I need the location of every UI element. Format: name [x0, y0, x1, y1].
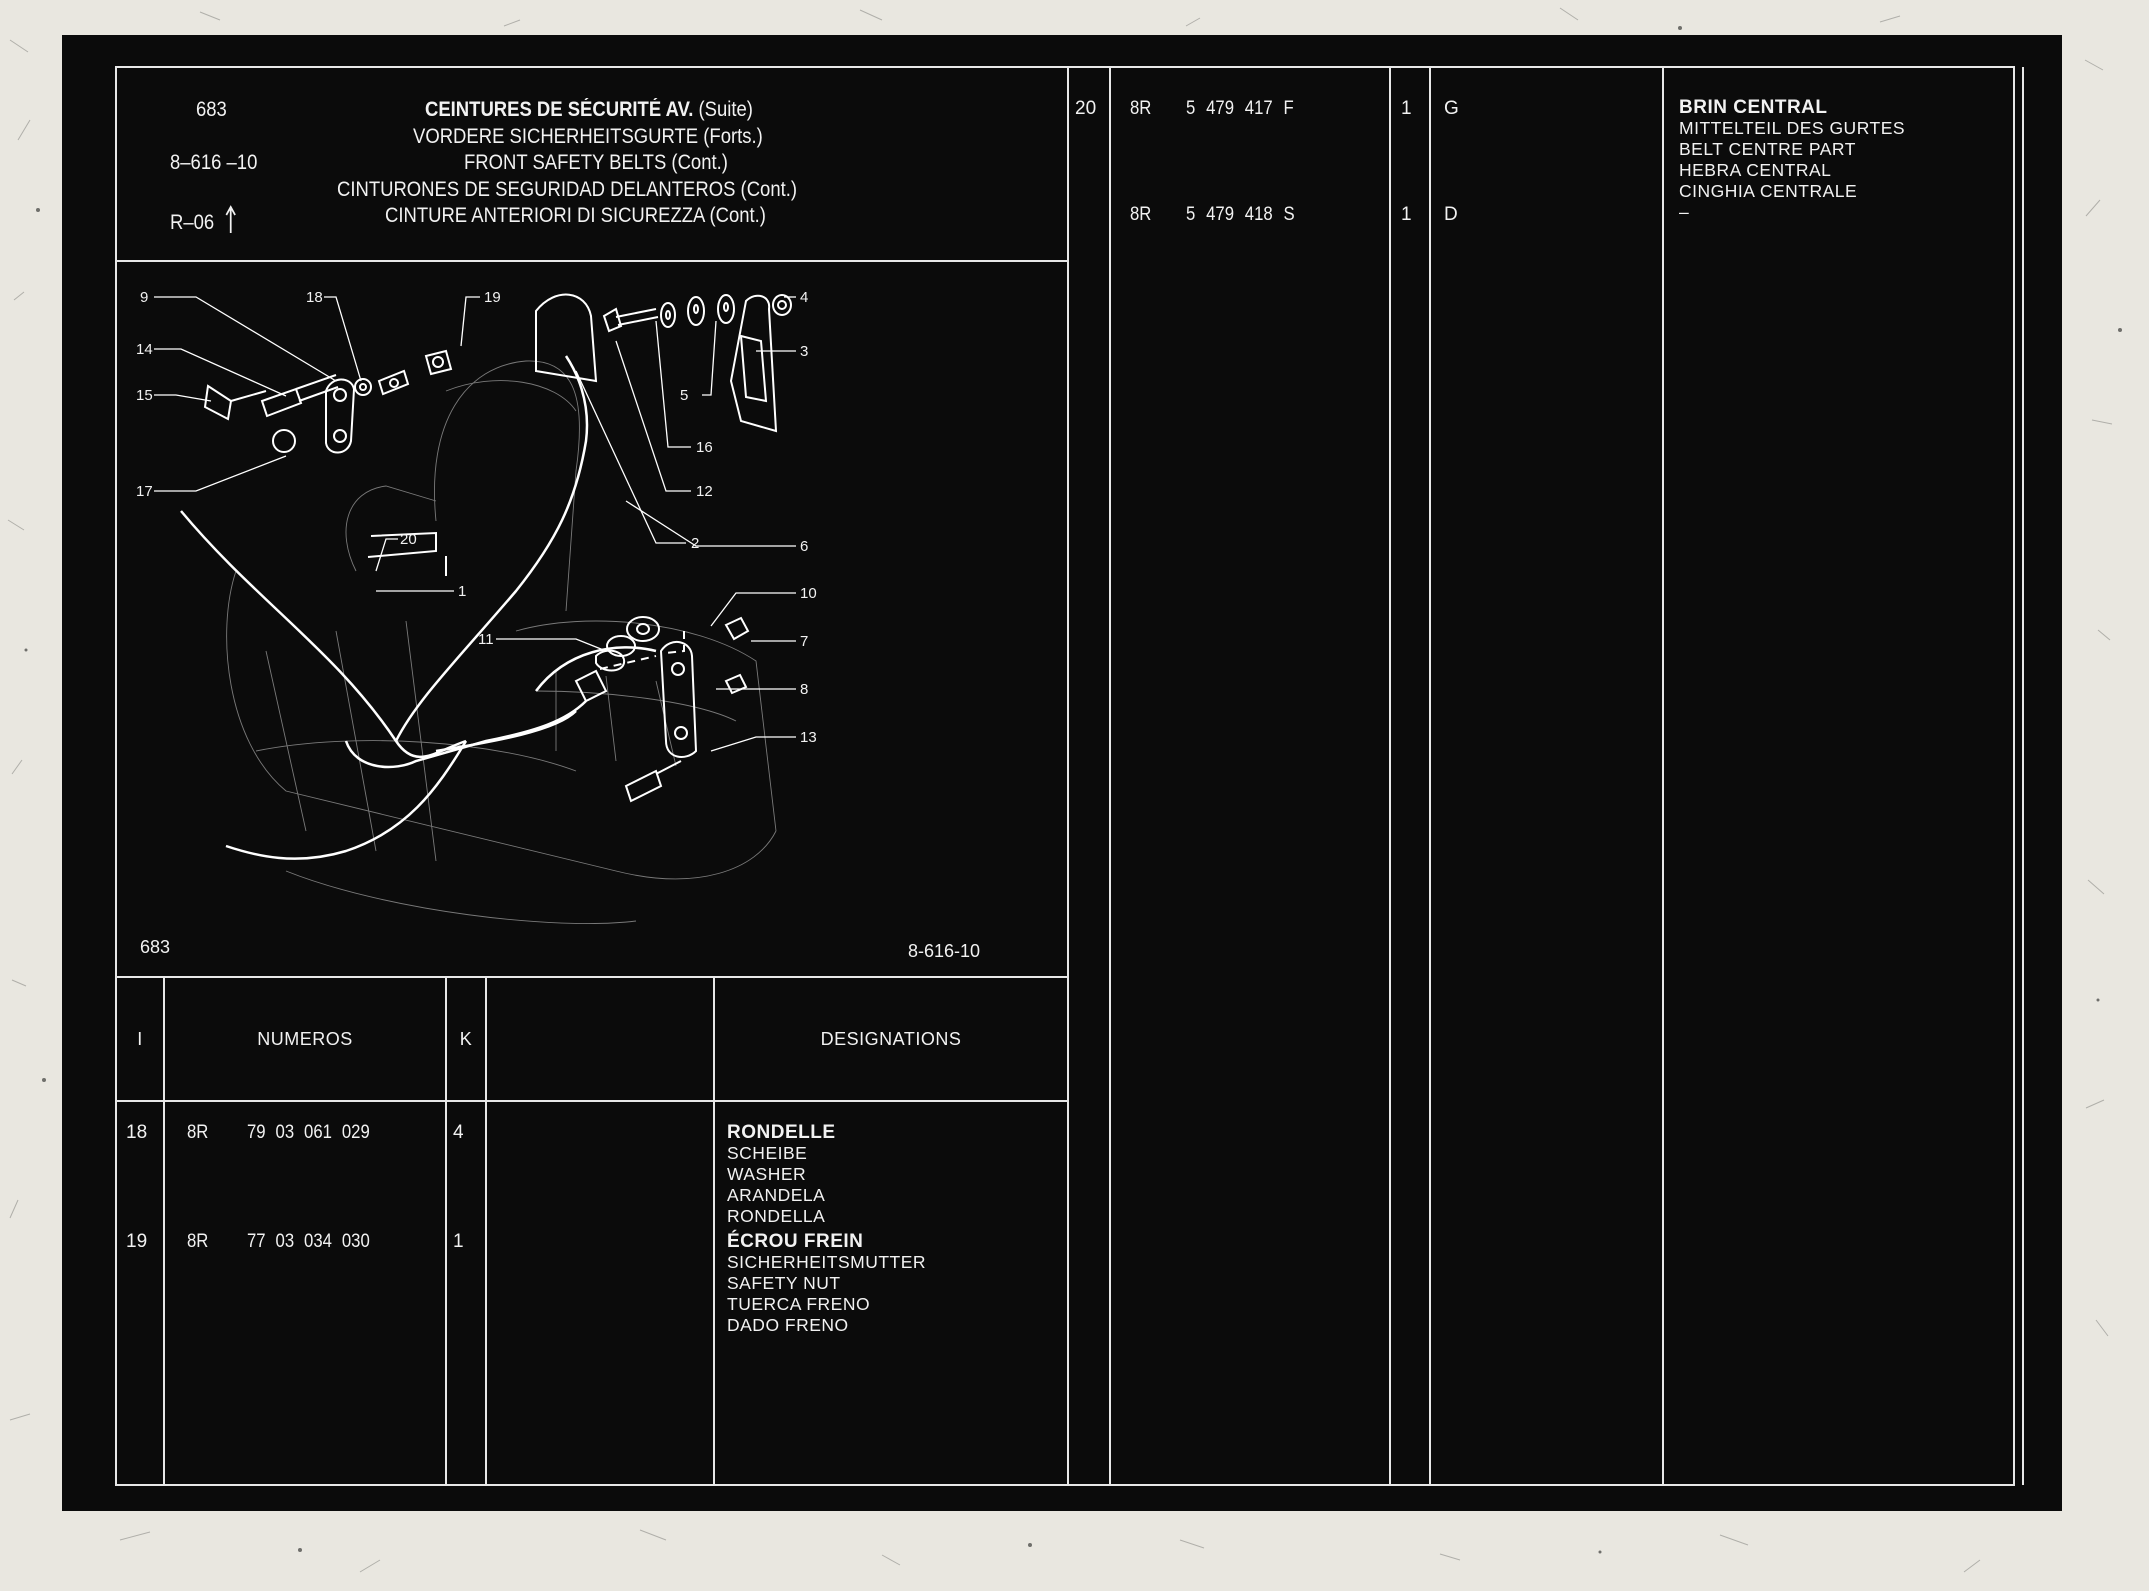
- title-italian: CINTURE ANTERIORI DI SICUREZZA (Cont.): [385, 204, 766, 227]
- column-header-numbers: NUMEROS: [257, 1029, 353, 1049]
- svg-text:2: 2: [691, 535, 700, 552]
- svg-text:5: 5: [680, 387, 689, 404]
- svg-text:11: 11: [478, 631, 494, 648]
- svg-text:1: 1: [458, 583, 467, 600]
- title-english: FRONT SAFETY BELTS (Cont.): [464, 151, 728, 174]
- row-18-number: 79 03 061 029: [247, 1122, 370, 1143]
- row-19-qty: 1: [453, 1231, 464, 1252]
- svg-text:20: 20: [400, 531, 417, 548]
- row-20-side: G: [1444, 98, 1459, 119]
- svg-text:14: 14: [136, 341, 153, 358]
- row-19-prefix: 8R: [187, 1231, 209, 1252]
- row-18-qty: 4: [453, 1122, 464, 1143]
- svg-text:10: 10: [800, 585, 817, 602]
- row-20b-side: D: [1444, 204, 1458, 225]
- diagram-caption-right: 8-616-10: [908, 941, 981, 961]
- row-20b-prefix: 8R: [1130, 204, 1152, 225]
- page-number: 683: [196, 98, 227, 121]
- svg-text:19: 19: [484, 289, 501, 306]
- svg-text:12: 12: [696, 483, 713, 500]
- row-19-designations: ÉCROU FREIN SICHERHEITSMUTTER SAFETY NUT TUERCA FRENO DADO FRENO: [727, 1231, 927, 1335]
- arrow-up-icon: [225, 205, 237, 235]
- svg-text:9: 9: [140, 289, 149, 306]
- title-german: VORDERE SICHERHEITSGURTE (Forts.): [413, 125, 763, 148]
- row-18-index: 18: [126, 1122, 148, 1143]
- row-20-number: 5 479 417 F: [1186, 98, 1294, 119]
- row-20-index: 20: [1075, 98, 1097, 119]
- svg-text:6: 6: [800, 538, 809, 555]
- exploded-diagram: [136, 271, 1058, 971]
- row-20-prefix: 8R: [1130, 98, 1152, 119]
- title-french: CEINTURES DE SÉCURITÉ AV. (Suite): [425, 98, 753, 121]
- svg-text:15: 15: [136, 387, 153, 404]
- svg-text:16: 16: [696, 439, 713, 456]
- svg-text:8: 8: [800, 681, 809, 698]
- row-19-number: 77 03 034 030: [247, 1231, 370, 1252]
- row-18-prefix: 8R: [187, 1122, 209, 1143]
- svg-text:18: 18: [306, 289, 323, 306]
- svg-text:7: 7: [800, 633, 809, 650]
- column-header-index: I: [137, 1029, 143, 1049]
- row-19-index: 19: [126, 1231, 148, 1252]
- row-20b-number: 5 479 418 S: [1186, 204, 1295, 225]
- row-20-designations: BRIN CENTRAL MITTELTEIL DES GURTES BELT CENTRE PART HEBRA CENTRAL CINGHIA CENTRALE –: [1679, 97, 1906, 222]
- svg-text:13: 13: [800, 729, 817, 746]
- parts-catalog-sheet: [62, 35, 2062, 1511]
- svg-text:3: 3: [800, 343, 809, 360]
- title-spanish: CINTURONES DE SEGURIDAD DELANTEROS (Cont.): [337, 178, 798, 201]
- row-18-designations: RONDELLE SCHEIBE WASHER ARANDELA RONDELLA: [727, 1122, 836, 1226]
- diagram-caption-left: 683: [140, 937, 171, 957]
- revision-code: R–06: [170, 205, 237, 235]
- svg-text:17: 17: [136, 483, 153, 500]
- reference-code: 8–616 –10: [170, 151, 258, 174]
- column-header-designations: DESIGNATIONS: [820, 1029, 962, 1049]
- column-header-qty: K: [459, 1029, 473, 1049]
- svg-text:4: 4: [800, 289, 809, 306]
- row-20b-qty: 1: [1401, 204, 1412, 225]
- row-20-qty: 1: [1401, 98, 1412, 119]
